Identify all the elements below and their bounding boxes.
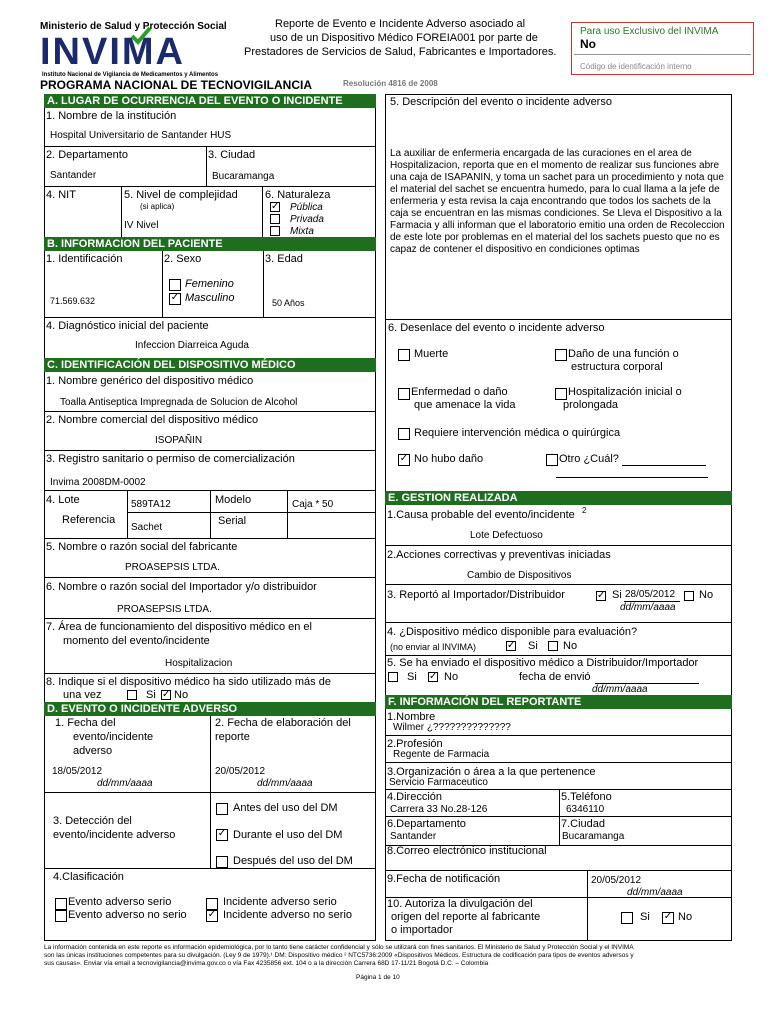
page-number: Página 1 de 10 (356, 974, 400, 981)
a-q3-label: 3. Ciudad (208, 149, 256, 161)
e-q5-label: 5. Se ha enviado el dispositivo médico a Distribuidor/Importador (387, 657, 699, 669)
logo-text: INVIMA (40, 31, 185, 73)
f-q2-value[interactable]: Regente de Farmacia (393, 749, 490, 760)
disponible-no-checkbox[interactable] (548, 641, 558, 651)
c-q1-label: 1. Nombre genérico del dispositivo médico (46, 375, 254, 387)
dano-checkbox[interactable] (555, 349, 567, 361)
section-f-header: F. INFORMACIÓN DEL REPORTANTE (385, 695, 732, 709)
c-q6-label: 6. Nombre o razón social del Importador y/o distribuidor (46, 581, 317, 593)
hospitalizacion-label-1: Hospitalización inicial o (568, 386, 682, 398)
footer-line-2: son las únicas instituciones competentes para su divulgación. (Ley 9 de 1979).¹ DM: Dispositivo médico ² NTC5736:2009 «Dispositivos Médicos. Estructura de codificación para tipos de eventos adversos y (44, 952, 634, 959)
referencia-label: Referencia (62, 514, 116, 526)
reporto-date[interactable]: 28/05/2012 (625, 589, 676, 600)
f-q10-label-1: 10. Autoriza la divulgación del (387, 898, 533, 910)
f-q1-label: 1.Nombre (387, 711, 436, 723)
b-q3-value[interactable]: 50 Años (272, 298, 305, 308)
invima-box-label: Para uso Exclusivo del INVIMA (580, 26, 719, 37)
c-q4-value[interactable]: 589TA12 (131, 499, 171, 510)
f-q7-label: 7.Ciudad (561, 818, 606, 830)
masculino-label: Masculino (185, 292, 235, 304)
intervencion-label: Requiere intervención médica o quirúrgica (414, 427, 621, 439)
f-q7-value[interactable]: Bucaramanga (562, 831, 625, 842)
section-a-header: A. LUGAR DE OCURRENCIA DEL EVENTO O INCIDENTE (44, 94, 376, 108)
a-q1-label: 1. Nombre de la institución (46, 110, 177, 122)
disponible-si-label: Si (528, 640, 538, 652)
e-q1-footnote: 2 (582, 506, 587, 515)
fecha-envio-label: fecha de envió (519, 671, 591, 683)
publica-checkbox[interactable]: ✓ (271, 201, 280, 212)
ministry-name: Ministerio de Salud y Protección Social (40, 21, 227, 32)
f-q9-format: dd/mm/aaaa (627, 887, 683, 898)
desc-text[interactable]: La auxiliar de enfermeria encargada de las curaciones en el area de Hospitalizacion, reporta que en el momento de realizar sus funciones abre una caja de ISAPANIN, y toma un sachet para un procedimiento y nota que el material del sachet se encuentra humedo, para lo cual llama a la jefe de enfermeria y esta revisa la caja encontrando que todos los sachets de la caja se encuentran en las mismas condiciones. Se Lleva el Dispositivo a la Farmacia y alli informan que el laboratorio emitio una orden de Recoleccion de este lote por problemas en el material del los sachets puesto que no es capaz de contener el dispositivo en condiciones optimas (390, 148, 725, 255)
durante-checkbox[interactable]: ✓ (217, 828, 227, 839)
d-q1-format: dd/mm/aaaa (97, 778, 153, 789)
f-q1-value[interactable]: Wilmer ¿?????????????? (393, 722, 511, 733)
no-dano-checkbox[interactable]: ✓ (399, 453, 409, 464)
d-q2-format: dd/mm/aaaa (257, 778, 313, 789)
c-q5-value[interactable]: PROASEPSIS LTDA. (125, 562, 220, 573)
incidente-no-serio-checkbox[interactable]: ✓ (207, 909, 217, 920)
c-q2-label: 2. Nombre comercial del dispositivo médico (46, 414, 259, 426)
otro-label: Otro ¿Cuál? (559, 453, 619, 465)
b-q2-label: 2. Sexo (164, 253, 202, 265)
f-q6-value[interactable]: Santander (390, 831, 437, 842)
d-q4-label: 4.Clasificación (53, 871, 124, 883)
f-q9-label: 9.Fecha de notificación (387, 873, 501, 885)
despues-label: Después del uso del DM (233, 855, 353, 867)
f-q3-value[interactable]: Servicio Farmaceutico (389, 777, 488, 788)
mixta-label: Mixta (290, 226, 314, 237)
incidente-serio-label: Incidente adverso serio (223, 896, 337, 908)
d-q3-label-2: evento/incidente adverso (53, 829, 176, 841)
evento-no-serio-checkbox[interactable] (55, 910, 67, 922)
f-q8-label: 8.Correo electrónico institucional (387, 845, 547, 857)
checkmark-icon (130, 26, 152, 46)
footer-line-3: sus causas». Enviar vía email a tecnovigilancia@invima.gov.co o vía Fax 4235856 ext. 104 o a la dirección Carrera 68D 17-11/21 Bogotá D.C. – Colombia (44, 960, 489, 967)
evento-serio-checkbox[interactable] (55, 898, 67, 910)
muerte-label: Muerte (414, 348, 449, 360)
a-q6-label: 6. Naturaleza (265, 189, 331, 201)
f-q6-label: 6.Departamento (387, 818, 466, 830)
form-title-2: uso de un Dispositivo Médico FOREIA001 por parte de (270, 32, 538, 44)
resolution: Resolución 4816 de 2008 (343, 79, 438, 88)
f-q4-label: 4.Dirección (387, 791, 443, 803)
evento-serio-label: Evento adverso serio (68, 896, 172, 908)
reuse-si-checkbox[interactable] (127, 690, 137, 700)
f-q10-label-2: origen del reporte al fabricante (391, 911, 541, 923)
b-q1-label: 1. Identificación (46, 253, 123, 265)
enviado-no-label: No (444, 671, 459, 683)
f-q3-label: 3.Organización o área a la que pertenence (387, 766, 596, 778)
enfermedad-label-1: Enfermedad o daño (411, 386, 508, 398)
form-title-3: Prestadores de Servicios de Salud, Fabricantes e Importadores. (244, 46, 557, 58)
e-q2-label: 2.Acciones correctivas y preventivas iniciadas (387, 549, 611, 561)
evento-no-serio-label: Evento adverso no serio (68, 909, 187, 921)
b-q4-value[interactable]: Infeccion Diarreica Aguda (135, 340, 249, 351)
d-q2-label-2: reporte (215, 731, 250, 743)
invima-logo (40, 32, 230, 72)
dano-label-1: Daño de una función o (568, 348, 679, 360)
c-q5-label: 5. Nombre o razón social del fabricante (46, 541, 238, 553)
f-q4-value[interactable]: Carrera 33 No.28-126 (390, 804, 488, 815)
femenino-label: Femenino (185, 278, 234, 290)
reuse-no-label: No (174, 689, 189, 701)
divulgacion-si-checkbox[interactable] (621, 912, 633, 924)
enviado-si-label: Si (407, 671, 417, 683)
reporto-no-label: No (699, 589, 714, 601)
d-q1-label-2: evento/incidente (73, 731, 154, 743)
reporto-si-checkbox[interactable]: ✓ (597, 590, 606, 601)
enviado-si-checkbox[interactable] (388, 672, 398, 682)
privada-checkbox[interactable] (270, 214, 280, 224)
f-q10-label-3: o importador (391, 924, 453, 936)
c-q8-label-1: 8. Indique si el dispositivo médico ha sido utilizado más de (46, 676, 331, 688)
masculino-checkbox[interactable]: ✓ (170, 292, 180, 303)
d-q2-value[interactable]: 20/05/2012 (215, 766, 266, 777)
antes-checkbox[interactable] (216, 803, 228, 815)
a-q5-value[interactable]: IV Nivel (124, 220, 159, 231)
d-q1-label-1: 1. Fecha del (55, 717, 116, 729)
d-q1-value[interactable]: 18/05/2012 (52, 766, 103, 777)
mixta-checkbox[interactable] (270, 226, 280, 236)
c-q4-label: 4. Lote (46, 494, 80, 506)
reporto-date-format: dd/mm/aaaa (620, 602, 676, 613)
e-q2-value[interactable]: Cambio de Dispositivos (467, 570, 572, 581)
desc-label: 5. Descripción del evento o incidente adverso (390, 96, 612, 108)
durante-label: Durante el uso del DM (233, 829, 343, 841)
c-q2-value[interactable]: ISOPAÑIN (155, 435, 203, 446)
b-q3-label: 3. Edad (265, 253, 303, 265)
e-q1-label: 1.Causa probable del evento/incidente (387, 509, 575, 521)
f-q2-label: 2.Profesión (387, 738, 443, 750)
b-q1-value[interactable]: 71.569.632 (50, 296, 96, 306)
c-q3-label: 3. Registro sanitario o permiso de comercialización (46, 453, 295, 465)
b-q4-label: 4. Diagnóstico inicial del paciente (46, 320, 209, 332)
a-q5-label: 5. Nivel de complejidad (124, 189, 238, 201)
femenino-checkbox[interactable] (169, 279, 181, 291)
reporto-no-checkbox[interactable] (684, 591, 694, 601)
logo-subtitle: Instituto Nacional de Vigilancia de Medicamentos y Alimentos (42, 72, 219, 78)
section-e-header: E. GESTION REALIZADA (385, 491, 732, 505)
a-q2-label: 2. Departamento (46, 149, 128, 161)
c-q7-label-2: momento del evento/incidente (63, 635, 210, 647)
dano-label-2: estructura corporal (571, 361, 663, 373)
outcome-label: 6. Desenlace del evento o incidente adverso (388, 322, 605, 334)
antes-label: Antes del uso del DM (233, 802, 338, 814)
e-q1-value[interactable]: Lote Defectuoso (470, 530, 543, 541)
a-q3-value[interactable]: Bucaramanga (212, 171, 275, 182)
intervencion-checkbox[interactable] (398, 428, 410, 440)
c-q7-value[interactable]: Hospitalizacion (165, 658, 233, 669)
enfermedad-label-2: que amenace la vida (414, 399, 516, 411)
hospitalizacion-label-2: prolongada (563, 399, 619, 411)
form-title-1: Reporte de Evento e Incidente Adverso asociado al (275, 18, 526, 30)
c-q8-label-2: una vez (63, 689, 102, 701)
modelo-label: Modelo (215, 494, 252, 506)
f-q5-label: 5.Teléfono (561, 791, 612, 803)
invima-box-code: Código de identificación interno (580, 62, 692, 71)
e-q4-note: (no enviar al INVIMA) (390, 642, 477, 652)
a-q5-note: (si aplica) (140, 202, 175, 211)
d-q3-label-1: 3. Detección del (53, 815, 132, 827)
enviado-no-checkbox[interactable]: ✓ (429, 671, 438, 682)
enfermedad-checkbox[interactable] (398, 388, 410, 400)
reuse-si-label: Si (146, 689, 156, 701)
divulgacion-si-label: Si (640, 911, 650, 923)
reporto-si-label: Si (612, 589, 622, 601)
modelo-value[interactable]: Caja * 50 (292, 499, 334, 510)
publica-label: Pública (290, 202, 323, 213)
disponible-no-label: No (563, 640, 578, 652)
a-q1-value[interactable]: Hospital Universitario de Santander HUS (50, 130, 232, 141)
a-q2-value[interactable]: Santander (50, 170, 97, 181)
c-q3-value[interactable]: Invima 2008DM-0002 (50, 477, 146, 488)
muerte-checkbox[interactable] (398, 349, 410, 361)
divulgacion-no-label: No (678, 911, 693, 923)
c-q6-value[interactable]: PROASEPSIS LTDA. (117, 604, 212, 615)
no-dano-label: No hubo daño (414, 453, 484, 465)
c-q1-value[interactable]: Toalla Antiseptica Impregnada de Solucion de Alcohol (60, 397, 298, 408)
e-q3-label: 3. Reportó al Importador/Distribuidor (387, 589, 565, 601)
incidente-no-serio-label: Incidente adverso no serio (223, 909, 353, 921)
footer-line-1: La información contenida en este reporte es información epidemiológica, por lo tanto tiene carácter confidencial y sólo se utilizará con fines sanitarios. El Ministerio de Salud y Protección Social y el INVIMA (44, 944, 634, 951)
disponible-si-checkbox[interactable]: ✓ (507, 640, 516, 651)
reuse-no-checkbox[interactable]: ✓ (162, 689, 171, 700)
fecha-envio-format: dd/mm/aaaa (592, 684, 648, 695)
e-q4-label: 4. ¿Dispositivo médico disponible para evaluación? (387, 626, 638, 638)
f-q9-value[interactable]: 20/05/2012 (591, 875, 642, 886)
privada-label: Privada (290, 214, 324, 225)
section-d-header: D. EVENTO O INCIDENTE ADVERSO (44, 702, 376, 716)
d-q1-label-3: adverso (73, 745, 113, 757)
section-c-header: C. IDENTIFICACIÓN DEL DISPOSITIVO MÉDICO (44, 358, 376, 372)
d-q2-label-1: 2. Fecha de elaboración del (215, 717, 351, 729)
program-title: PROGRAMA NACIONAL DE TECNOVIGILANCIA (40, 78, 313, 92)
otro-checkbox[interactable] (546, 454, 558, 466)
f-q5-value[interactable]: 6346110 (566, 804, 605, 815)
section-b-header: B. INFORMACION DEL PACIENTE (44, 237, 376, 251)
divulgacion-no-checkbox[interactable]: ✓ (663, 911, 673, 922)
invima-box-value[interactable]: No (580, 37, 596, 51)
c-q7-label-1: 7. Área de funcionamiento del dispositivo médico en el (46, 621, 312, 633)
referencia-value[interactable]: Sachet (131, 522, 163, 533)
a-q4-label: 4. NIT (46, 189, 76, 201)
serial-label: Serial (218, 515, 247, 527)
despues-checkbox[interactable] (216, 856, 228, 868)
